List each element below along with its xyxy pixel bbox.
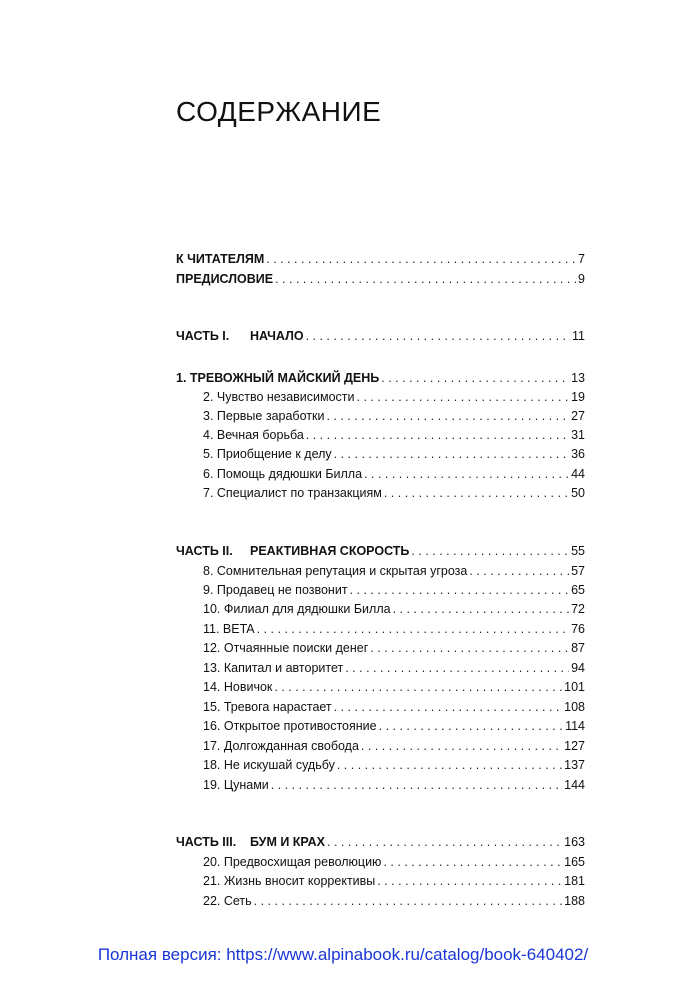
toc-entry-label: К ЧИТАТЕЛЯМ — [176, 252, 265, 266]
toc-entry-page: 9 — [578, 272, 585, 286]
part-number: ЧАСТЬ II. — [176, 544, 233, 558]
leader-dots — [350, 581, 570, 599]
toc-entry-page: 165 — [564, 855, 585, 869]
toc-entry-preface[interactable] — [176, 270, 585, 288]
leader-dots — [361, 737, 562, 755]
toc-entry-page: 108 — [564, 700, 585, 714]
toc-entry-label: 4. Вечная борьба — [203, 428, 304, 442]
toc-entry-label: 9. Продавец не позвонит — [203, 583, 348, 597]
leader-dots — [327, 833, 562, 851]
toc-entry-page: 87 — [571, 641, 585, 655]
toc-entry-label: 10. Филиал для дядюшки Билла — [203, 602, 391, 616]
toc-entry-label: 6. Помощь дядюшки Билла — [203, 467, 363, 481]
toc-entry-label: 22. Сеть — [203, 894, 252, 908]
leader-dots — [257, 620, 569, 638]
toc-chapter-5[interactable] — [203, 445, 585, 463]
toc-chapter-11[interactable] — [203, 620, 585, 638]
toc-entry-page: 31 — [571, 428, 585, 442]
leader-dots — [469, 562, 569, 580]
toc-entry-label: 2. Чувство независимости — [203, 390, 355, 404]
toc-chapter-2[interactable] — [203, 388, 585, 406]
toc-entry-label: 7. Специалист по транзакциям — [203, 486, 382, 500]
toc-entry-page: 13 — [571, 371, 585, 385]
leader-dots — [274, 678, 562, 696]
toc-entry-page: 7 — [578, 252, 585, 266]
leader-dots — [381, 369, 569, 387]
toc-entry-page: 36 — [571, 447, 585, 461]
leader-dots — [393, 600, 570, 618]
toc-chapter-18[interactable] — [203, 756, 585, 774]
leader-dots — [377, 872, 562, 890]
part-number: ЧАСТЬ III. — [176, 835, 237, 849]
toc-chapter-12[interactable] — [203, 639, 585, 657]
toc-part-2[interactable] — [176, 542, 585, 560]
leader-dots — [379, 717, 563, 735]
leader-dots — [357, 388, 570, 406]
toc-entry-page: 144 — [564, 778, 585, 792]
toc-entry-page: 188 — [564, 894, 585, 908]
toc-chapter-15[interactable] — [203, 698, 585, 716]
toc-entry-page: 19 — [571, 390, 585, 404]
toc-entry-label: 21. Жизнь вносит коррективы — [203, 874, 376, 888]
leader-dots — [254, 892, 562, 910]
full-version-link[interactable]: Полная версия: https://www.alpinabook.ru/catalog/book-640402/ — [97, 945, 589, 964]
toc-chapter-3[interactable] — [203, 407, 585, 425]
toc-entry-label: 15. Тревога нарастает — [203, 700, 332, 714]
toc-part-1[interactable] — [176, 327, 585, 345]
toc-entry-page: 114 — [565, 719, 585, 733]
leader-dots — [370, 639, 569, 657]
leader-dots — [334, 445, 569, 463]
toc-entry-label: 13. Капитал и авторитет — [203, 661, 344, 675]
leader-dots — [384, 484, 569, 502]
toc-entry-page: 137 — [564, 758, 585, 772]
leader-dots — [271, 776, 562, 794]
leader-dots — [266, 250, 576, 268]
toc-chapter-19[interactable] — [203, 776, 585, 794]
toc-entry-label: 19. Цунами — [203, 778, 269, 792]
toc-entry-label: 17. Долгожданная свобода — [203, 739, 359, 753]
toc-chapter-4[interactable] — [203, 426, 585, 444]
toc-chapter-7[interactable] — [203, 484, 585, 502]
toc-chapter-22[interactable] — [203, 892, 585, 910]
toc-entry-page: 101 — [564, 680, 585, 694]
toc-entry-label: 20. Предвосхищая революцию — [203, 855, 382, 869]
toc-chapter-21[interactable] — [203, 872, 585, 890]
toc-entry-page: 76 — [571, 622, 585, 636]
toc-chapter-17[interactable] — [203, 737, 585, 755]
toc-entry-label: 8. Сомнительная репутация и скрытая угроза — [203, 564, 468, 578]
toc-chapter-9[interactable] — [203, 581, 585, 599]
toc-entry-page: 44 — [571, 467, 585, 481]
toc-entry-page: 127 — [564, 739, 585, 753]
toc-entry-label: 5. Приобщение к делу — [203, 447, 332, 461]
toc-chapter-20[interactable] — [203, 853, 585, 871]
toc-entry-page: 11 — [572, 329, 585, 343]
toc-entry-page: 163 — [564, 835, 585, 849]
toc-entry-label: 14. Новичок — [203, 680, 273, 694]
leader-dots — [326, 407, 569, 425]
leader-dots — [337, 756, 562, 774]
toc-chapter-6[interactable] — [203, 465, 585, 483]
toc-entry-label: 1. ТРЕВОЖНЫЙ МАЙСКИЙ ДЕНЬ — [176, 371, 380, 385]
toc-chapter-1[interactable] — [176, 369, 585, 387]
toc-entry-page: 55 — [571, 544, 585, 558]
toc-chapter-16[interactable] — [203, 717, 585, 735]
toc-part-3[interactable] — [176, 833, 585, 851]
toc-entry-page: 57 — [571, 564, 585, 578]
part-number: ЧАСТЬ I. — [176, 329, 230, 343]
toc-entry-label: 16. Открытое противостояние — [203, 719, 377, 733]
toc-chapter-13[interactable] — [203, 659, 585, 677]
toc-chapter-10[interactable] — [203, 600, 585, 618]
toc-chapter-14[interactable] — [203, 678, 585, 696]
leader-dots — [364, 465, 569, 483]
leader-dots — [275, 270, 576, 288]
toc-entry-foreword-readers[interactable] — [176, 250, 585, 268]
toc-entry-label: 3. Первые заработки — [203, 409, 325, 423]
toc-entry-page: 65 — [571, 583, 585, 597]
toc-entry-page: 94 — [571, 661, 585, 675]
toc-entry-page: 72 — [571, 602, 585, 616]
page-title: СОДЕРЖАНИЕ — [176, 96, 382, 127]
toc-entry-page: 181 — [564, 874, 585, 888]
leader-dots — [411, 542, 569, 560]
toc-entry-label: ПРЕДИСЛОВИЕ — [176, 272, 274, 286]
leader-dots — [383, 853, 562, 871]
leader-dots — [306, 327, 570, 345]
toc-entry-page: 27 — [571, 409, 585, 423]
toc-entry-label: 18. Не искушай судьбу — [203, 758, 335, 772]
part-title: РЕАКТИВНАЯ СКОРОСТЬ — [250, 544, 410, 558]
leader-dots — [306, 426, 569, 444]
toc-entry-label: 11. BETA — [203, 622, 255, 636]
part-title: НАЧАЛО — [250, 329, 304, 343]
part-title: БУМ И КРАХ — [250, 835, 326, 849]
toc-entry-page: 50 — [571, 486, 585, 500]
leader-dots — [345, 659, 569, 677]
leader-dots — [334, 698, 562, 716]
toc-chapter-8[interactable] — [203, 562, 585, 580]
toc-entry-label: 12. Отчаянные поиски денег — [203, 641, 369, 655]
